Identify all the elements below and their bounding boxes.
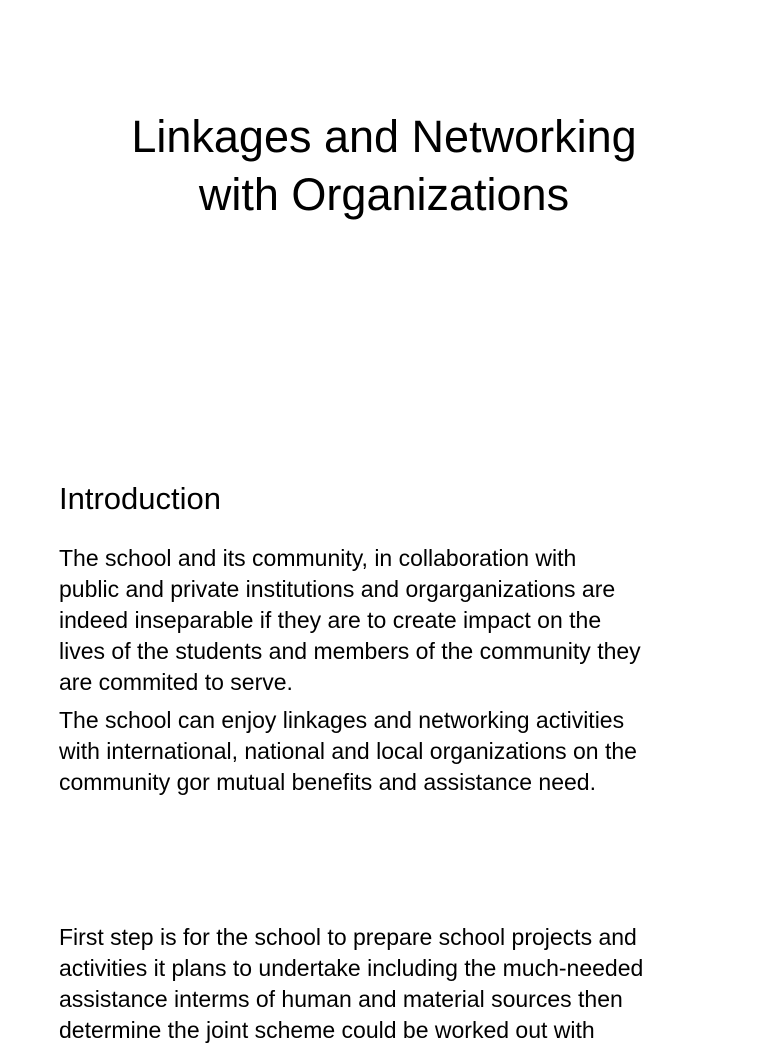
paragraph-line: The school can enjoy linkages and networking activities bbox=[59, 707, 625, 733]
paragraph-line: indeed inseparable if they are to create impact on the bbox=[59, 607, 602, 633]
paragraph-line: activities it plans to undertake including the much-needed bbox=[59, 955, 644, 981]
linkages-paragraph bbox=[59, 705, 719, 798]
paragraph-line: assistance interms of human and material sources then bbox=[59, 986, 623, 1012]
slide-title bbox=[0, 108, 768, 224]
paragraph-line: The school and its community, in collaboration with bbox=[59, 545, 577, 571]
slide-title-line: with Organizations bbox=[198, 169, 570, 220]
first-step-paragraph bbox=[59, 922, 719, 1046]
paragraph-line: public and private institutions and orgarganizations are bbox=[59, 576, 616, 602]
paragraph-line: are commited to serve. bbox=[59, 669, 293, 695]
paragraph-line: lives of the students and members of the community they bbox=[59, 638, 641, 664]
intro-paragraph bbox=[59, 543, 719, 698]
paragraph-line: community gor mutual benefits and assistance need. bbox=[59, 769, 596, 795]
paragraph-line: First step is for the school to prepare school projects and bbox=[59, 924, 637, 950]
slide-title-line: Linkages and Networking bbox=[131, 111, 637, 162]
paragraph-line: with international, national and local organizations on the bbox=[59, 738, 637, 764]
section-heading: Introduction bbox=[59, 481, 221, 516]
paragraph-line: determine the joint scheme could be worked out with bbox=[59, 1017, 595, 1043]
